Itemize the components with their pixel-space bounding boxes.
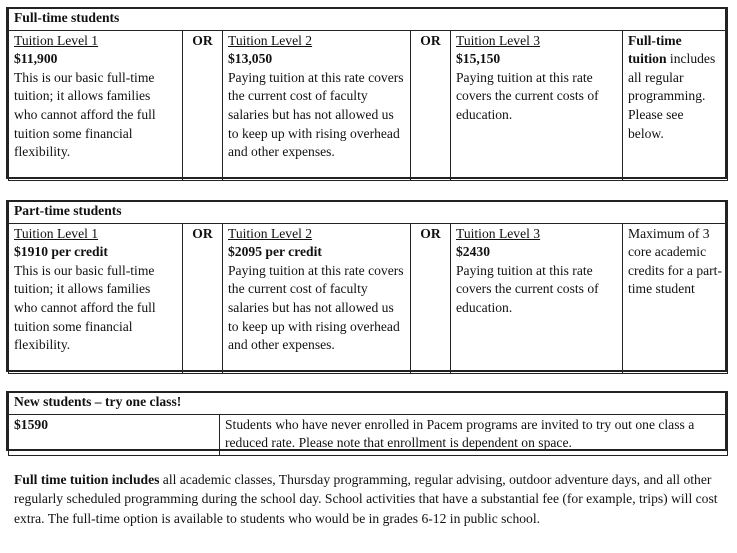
fulltime-heading: Full-time students (9, 8, 728, 31)
parttime-level1-desc: This is our basic full-time tuition; it allows families who cannot afford the full tuition some financial flexibility. (14, 262, 156, 353)
fulltime-level3-price: $15,150 (456, 51, 501, 67)
parttime-level3-price: $2430 (456, 244, 490, 260)
parttime-level2-desc: Paying tuition at this rate covers the current cost of faculty salaries but has not allowed us to keep up with rising overhead and other expenses. (228, 262, 404, 353)
parttime-or-1: OR (183, 223, 223, 373)
newstudents-desc: Students who have never enrolled in Pacem programs are invited to try out one class a reduced rate. Please note that enrollment is dependent on space. (220, 414, 728, 455)
parttime-level3-title: Tuition Level 3 (456, 225, 541, 241)
parttime-level1-cell (9, 223, 183, 373)
fulltime-level2-cell (223, 30, 411, 180)
footer-paragraph (14, 470, 726, 528)
parttime-level2-price: $2095 per credit (228, 244, 322, 260)
parttime-heading: Part-time students (9, 201, 728, 224)
parttime-or-2: OR (411, 223, 451, 373)
fulltime-level1-price: $11,900 (14, 51, 58, 67)
fulltime-level2-desc: Paying tuition at this rate covers the current cost of faculty salaries but has not allowed us to keep up with rising overhead and other expenses. (228, 69, 404, 160)
fulltime-level1-title: Tuition Level 1 (14, 32, 99, 48)
fulltime-table (8, 7, 728, 181)
parttime-level1-title: Tuition Level 1 (14, 225, 99, 241)
fulltime-note-bold: Full-time tuition (628, 32, 682, 67)
parttime-level2-cell (223, 223, 411, 373)
parttime-level1-price: $1910 per credit (14, 244, 108, 260)
parttime-note-cell: Maximum of 3 core academic credits for a part-time student (623, 223, 728, 373)
fulltime-level2-price: $13,050 (228, 51, 273, 67)
fulltime-or-2: OR (411, 30, 451, 180)
parttime-level3-desc: Paying tuition at this rate covers the current costs of education. (456, 262, 599, 315)
fulltime-note-cell (623, 30, 728, 180)
fulltime-or-1: OR (183, 30, 223, 180)
fulltime-level1-desc: This is our basic full-time tuition; it allows families who cannot afford the full tuition some financial flexibility. (14, 69, 156, 160)
footer-bold: Full time tuition includes (14, 472, 160, 487)
newstudents-table (8, 391, 728, 456)
footer-text: all academic classes, Thursday programming, regular advising, outdoor adventure days, and all other regularly scheduled programming during the school day. School activities that have a substantial fee (for example, trips) will cost extra. The full-time option is available to students who would be in grades 6-12 in public school. (14, 472, 718, 526)
fulltime-level1-cell (9, 30, 183, 180)
fulltime-level3-cell (451, 30, 623, 180)
fulltime-level3-desc: Paying tuition at this rate covers the current costs of education. (456, 69, 599, 122)
fulltime-note-text: includes all regular programming. Please see below. (628, 51, 716, 141)
newstudents-price: $1590 (9, 414, 220, 455)
fulltime-level2-title: Tuition Level 2 (228, 32, 313, 48)
parttime-table (8, 200, 728, 374)
newstudents-heading: New students – try one class! (9, 392, 728, 415)
parttime-level2-title: Tuition Level 2 (228, 225, 313, 241)
parttime-level3-cell (451, 223, 623, 373)
fulltime-level3-title: Tuition Level 3 (456, 32, 541, 48)
